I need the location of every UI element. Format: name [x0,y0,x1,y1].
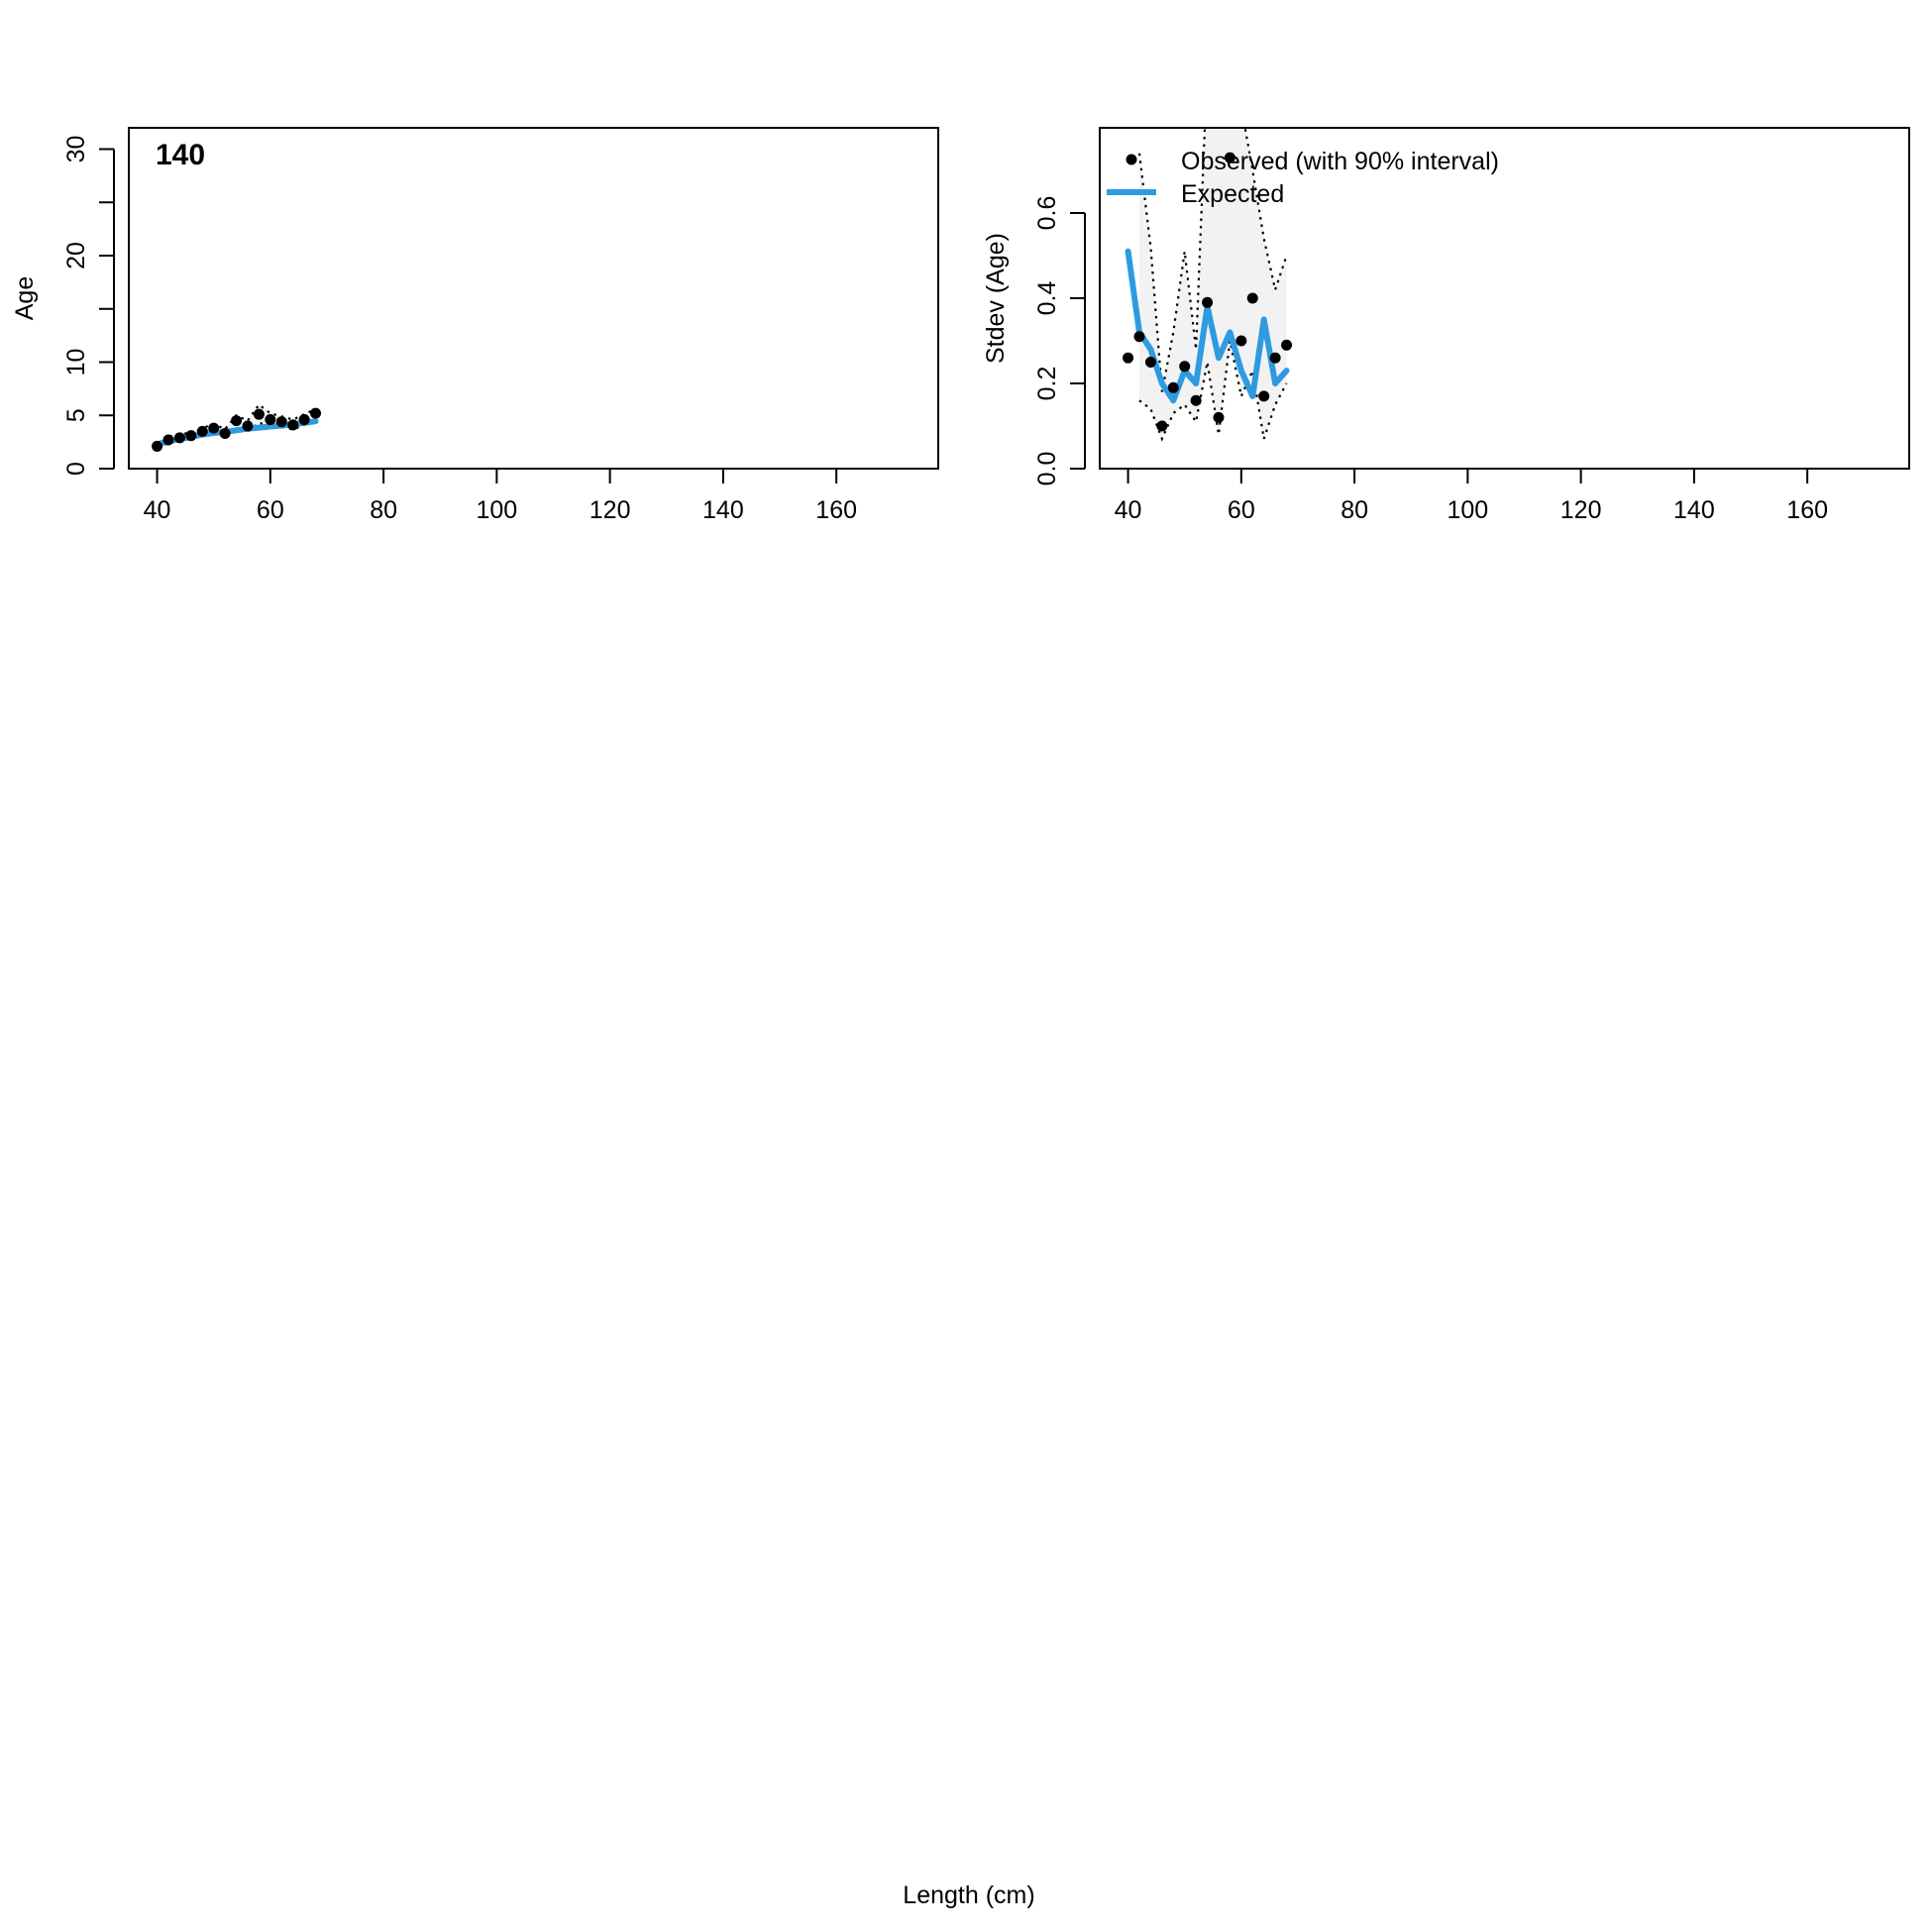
observed-point [1191,395,1202,406]
observed-point [1213,412,1224,423]
y-tick-label: 0 [62,462,90,476]
x-tick-label: 100 [476,496,518,524]
x-tick-label: 160 [1786,496,1829,524]
y-tick-label: 10 [62,348,90,376]
x-tick-label: 60 [1227,496,1255,524]
x-tick-label: 120 [589,496,631,524]
plot-area [152,405,321,452]
observed-point [197,426,208,437]
observed-point [276,416,287,427]
legend [1107,148,1499,208]
stdev-panel [982,0,1909,524]
observed-point [1270,353,1281,364]
observed-point [299,414,310,425]
y-axis-label: Stdev (Age) [982,232,1010,365]
observed-point [185,430,196,441]
observed-point [1258,390,1269,401]
x-tick-label: 40 [1114,496,1142,524]
observed-point [1156,421,1167,432]
y-axis-label: Age [11,275,39,321]
observed-point [162,434,173,445]
panel-title: 140 [156,139,206,171]
observed-point [265,414,275,425]
plot-area [1123,0,1292,439]
observed-point [1202,297,1213,308]
observed-point [1123,353,1133,364]
legend-observed-marker [1127,155,1137,165]
x-axis-label: Length (cm) [903,1881,1035,1909]
observed-point [254,409,265,420]
age-panel [11,128,938,524]
x-tick-label: 80 [1341,496,1369,524]
observed-point [1281,340,1292,351]
y-tick-label: 0.2 [1033,366,1061,401]
y-tick-label: 5 [62,408,90,423]
observed-point [220,428,231,439]
observed-point [152,441,162,452]
observed-point [1235,336,1246,347]
x-tick-label: 160 [815,496,858,524]
x-tick-label: 140 [702,496,744,524]
observed-point [1179,361,1190,372]
y-tick-label: 0.4 [1033,280,1061,316]
observed-point [287,419,298,430]
y-tick-label: 30 [62,135,90,163]
y-tick-label: 20 [62,242,90,269]
x-tick-label: 80 [370,496,398,524]
x-tick-label: 40 [143,496,171,524]
observed-point [1145,357,1156,368]
observed-point [1247,293,1258,304]
observed-point [1133,331,1144,342]
y-tick-label: 0.6 [1033,195,1061,231]
x-tick-label: 60 [256,496,284,524]
observed-point [242,421,253,432]
y-tick-label: 0.0 [1033,451,1061,486]
observed-point [310,408,321,419]
x-tick-label: 140 [1673,496,1715,524]
observed-point [231,415,242,426]
x-tick-label: 100 [1447,496,1489,524]
observed-point [174,432,185,443]
legend-expected-label: Expected [1181,180,1285,208]
legend-observed-label: Observed (with 90% interval) [1181,148,1499,175]
observed-point [208,423,219,434]
observed-point [1168,382,1179,393]
x-tick-label: 120 [1559,496,1602,524]
